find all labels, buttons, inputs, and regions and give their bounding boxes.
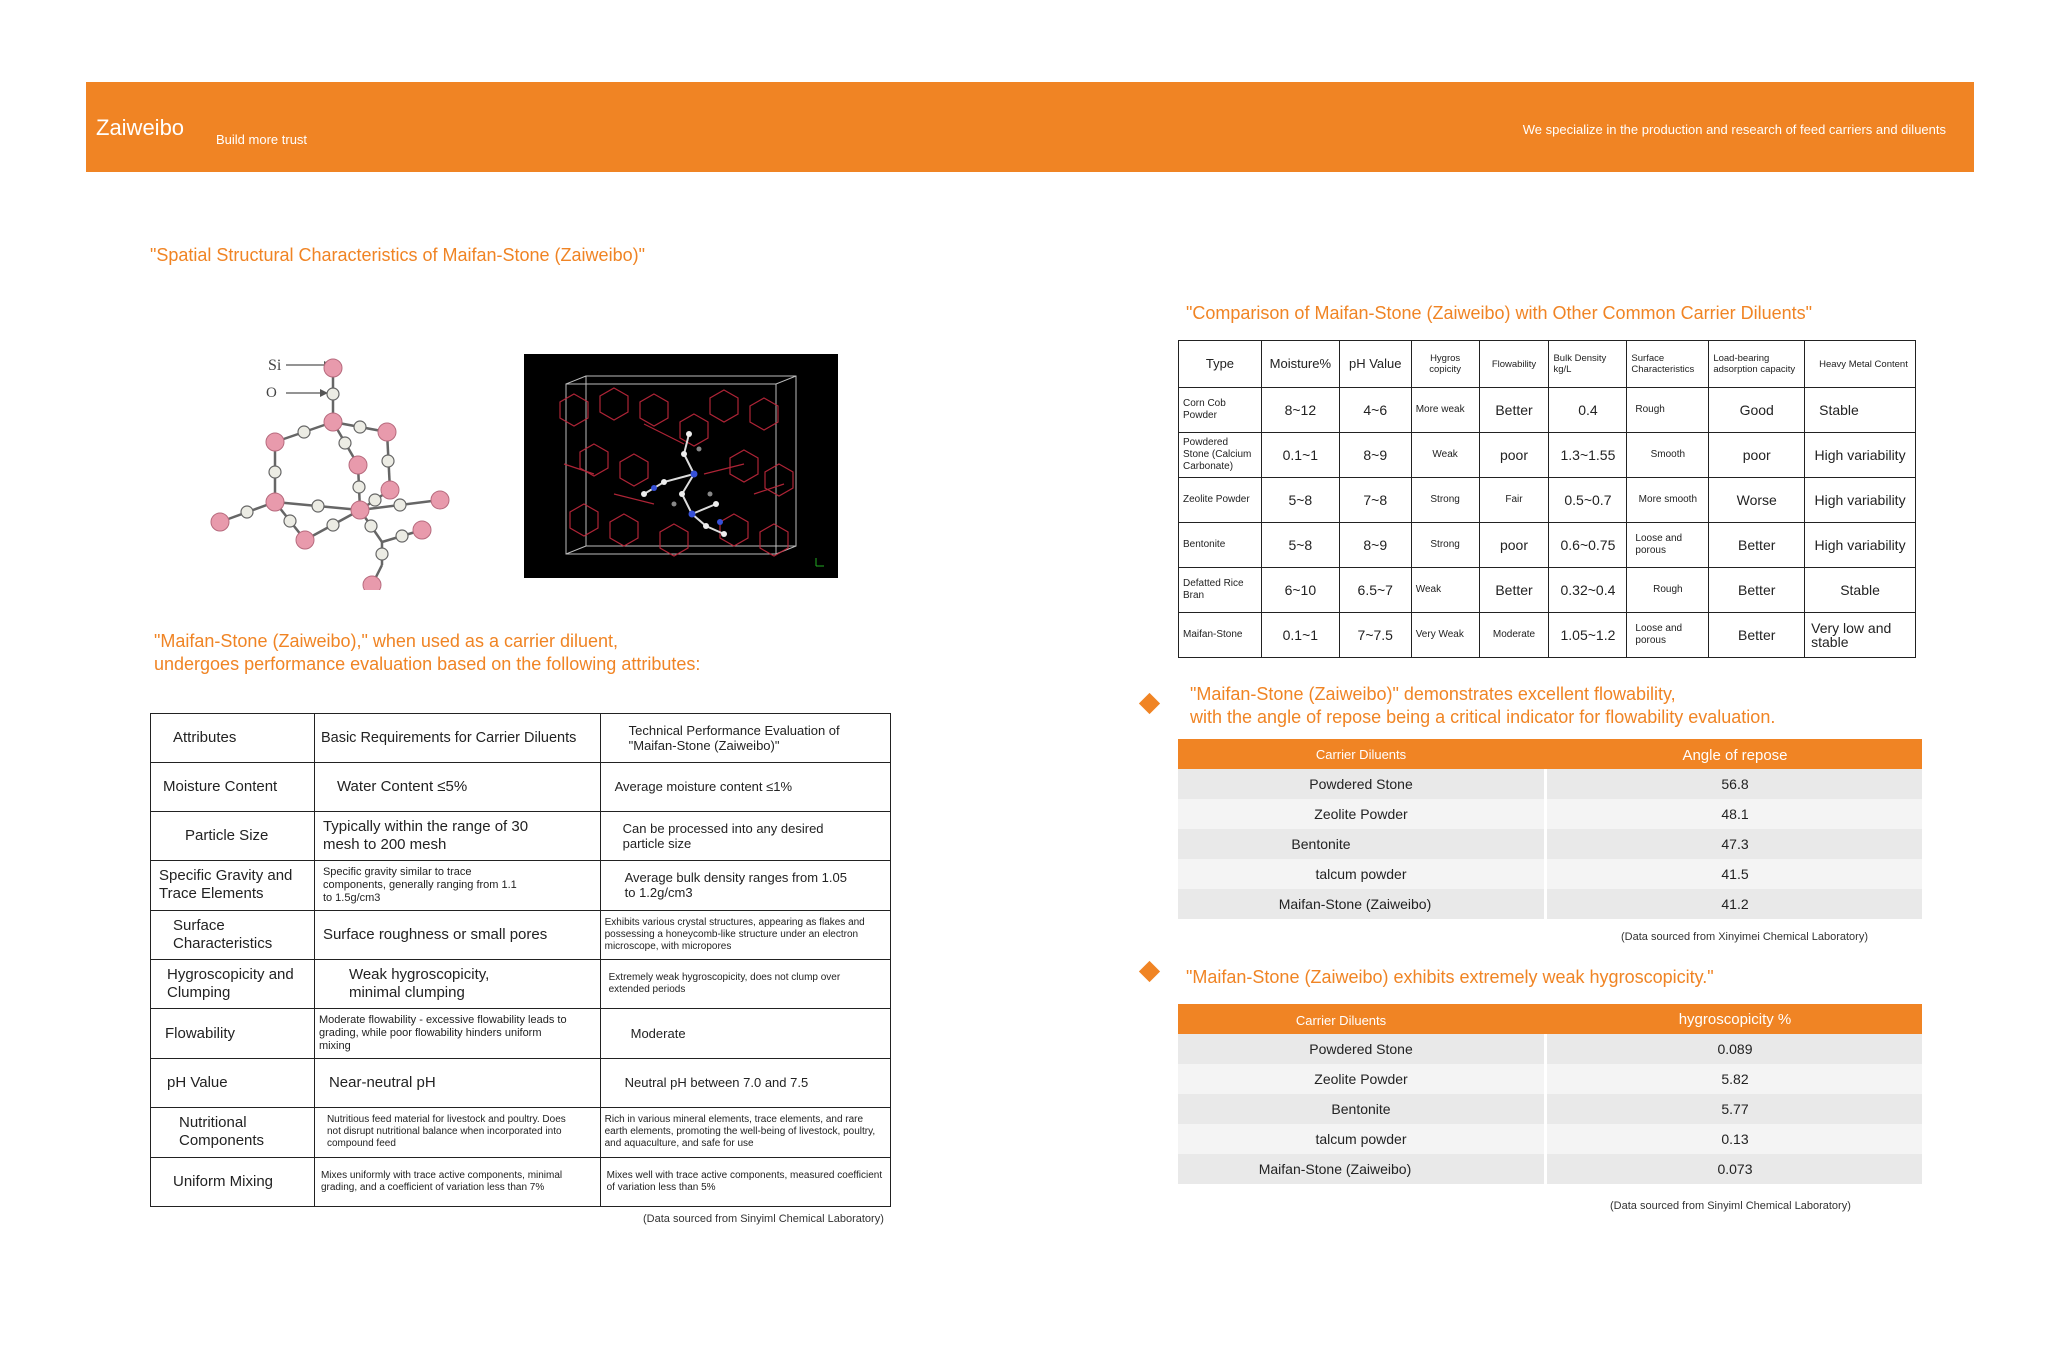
hygro-title: "Maifan-Stone (Zaiweibo) exhibits extremely weak hygroscopicity."	[1186, 967, 1714, 987]
comparison-cell: 5~8	[1261, 523, 1339, 568]
hygro-header-row	[1178, 1004, 1922, 1034]
attribute-requirement: Nutritious feed material for livestock and poultry. Does not disrupt nutritional balance when incorporated into compound feed	[314, 1108, 600, 1157]
comparison-cell: 1.3~1.55	[1549, 433, 1627, 478]
attribute-name: Uniform Mixing	[151, 1157, 315, 1206]
diluent-name: Powdered Stone	[1309, 1041, 1413, 1057]
bullet-diamond-icon	[1139, 961, 1160, 982]
table-row	[151, 1058, 891, 1107]
attributes-header-attr: Attributes	[151, 714, 315, 763]
bullet-diamond-icon	[1139, 693, 1160, 714]
table-row	[1179, 523, 1916, 568]
comparison-cell: High variability	[1805, 478, 1916, 523]
comparison-table	[1178, 340, 1916, 658]
repose-header-diluents: Carrier Diluents	[1315, 747, 1407, 762]
zeolite-molecular-model-image	[524, 354, 838, 578]
brand-name: Zaiweibo	[96, 115, 185, 140]
comparison-cell: Better	[1479, 568, 1549, 613]
comparison-header-cell: Load-bearing adsorption capacity	[1709, 341, 1805, 388]
comparison-cell: Loose and porous	[1627, 613, 1709, 658]
attribute-requirement: Surface roughness or small pores	[314, 910, 600, 959]
comparison-cell: poor	[1479, 433, 1549, 478]
comparison-cell: Maifan-Stone	[1179, 613, 1262, 658]
comparison-cell: High variability	[1805, 433, 1916, 478]
attribute-name: pH Value	[151, 1058, 315, 1107]
diluent-name: Powdered Stone	[1309, 776, 1413, 792]
comparison-header-cell: Bulk Density kg/L	[1549, 341, 1627, 388]
header-banner	[86, 82, 1974, 172]
hygro-value: 5.82	[1721, 1071, 1749, 1087]
hygro-header-value: hygroscopicity %	[1678, 1011, 1792, 1028]
comparison-cell: Stable	[1805, 388, 1916, 433]
attribute-evaluation: Exhibits various crystal structures, appearing as flakes and possessing a honeycomb-like structure under an electron microscope, with micropores	[600, 910, 890, 959]
comparison-cell: Weak	[1411, 568, 1479, 613]
table-row	[151, 1108, 891, 1157]
attribute-name: Surface Characteristics	[151, 910, 315, 959]
comparison-header-cell: Flowability	[1479, 341, 1549, 388]
comparison-cell: 7~8	[1339, 478, 1411, 523]
company-slogan: We specialize in the production and research of feed carriers and diluents	[1522, 122, 1946, 137]
attribute-name: Moisture Content	[151, 763, 315, 811]
repose-title-line2: with the angle of repose being a critical indicator for flowability evaluation.	[1190, 707, 1776, 727]
table-row	[1178, 859, 1922, 889]
attribute-evaluation: Average moisture content ≤1%	[600, 763, 890, 811]
comparison-cell: Strong	[1411, 523, 1479, 568]
diluent-name: Bentonite	[1291, 836, 1351, 852]
repose-value: 48.1	[1721, 806, 1749, 822]
diluent-name: Maifan-Stone (Zaiweibo)	[1258, 1161, 1412, 1177]
table-row	[151, 811, 891, 860]
comparison-cell: Fair	[1479, 478, 1549, 523]
repose-value: 41.2	[1721, 896, 1749, 912]
table-row	[151, 763, 891, 811]
comparison-header-cell: Heavy Metal Content	[1805, 341, 1916, 388]
diluent-name: talcum powder	[1315, 866, 1407, 882]
comparison-cell: Rough	[1627, 568, 1709, 613]
comparison-cell: More weak	[1411, 388, 1479, 433]
comparison-cell: 4~6	[1339, 388, 1411, 433]
silicate-structure-diagram	[200, 350, 470, 590]
attributes-header-row	[151, 714, 891, 763]
comparison-cell: Defatted Rice Bran	[1179, 568, 1262, 613]
comparison-cell: Bentonite	[1179, 523, 1262, 568]
comparison-cell: Powdered Stone (Calcium Carbonate)	[1179, 433, 1262, 478]
comparison-header-cell: Surface Characteristics	[1627, 341, 1709, 388]
comparison-cell: 6.5~7	[1339, 568, 1411, 613]
comparison-cell: 0.32~0.4	[1549, 568, 1627, 613]
table-row	[1178, 799, 1922, 829]
si-label: Si	[268, 357, 282, 374]
brand-tagline: Build more trust	[216, 132, 308, 147]
diluent-name: Zeolite Powder	[1314, 806, 1408, 822]
diluent-name: Bentonite	[1331, 1101, 1391, 1117]
attribute-name: Particle Size	[151, 811, 315, 860]
comparison-cell: Better	[1479, 388, 1549, 433]
table-row	[151, 861, 891, 910]
comparison-cell: Corn Cob Powder	[1179, 388, 1262, 433]
attribute-evaluation: Mixes well with trace active components, measured coefficient of variation less than 5%	[600, 1157, 890, 1206]
table-row	[151, 1009, 891, 1058]
comparison-header-cell: pH Value	[1339, 341, 1411, 388]
table-row	[1179, 388, 1916, 433]
comparison-cell: 0.1~1	[1261, 613, 1339, 658]
attribute-requirement: Typically within the range of 30 mesh to 200 mesh	[314, 811, 600, 860]
comparison-cell: 5~8	[1261, 478, 1339, 523]
comparison-cell: High variability	[1805, 523, 1916, 568]
comparison-cell: 0.1~1	[1261, 433, 1339, 478]
table-row	[1178, 769, 1922, 799]
attribute-evaluation: Neutral pH between 7.0 and 7.5	[600, 1058, 890, 1107]
comparison-cell: Weak	[1411, 433, 1479, 478]
table-row	[151, 1157, 891, 1206]
structure-title: "Spatial Structural Characteristics of Maifan-Stone (Zaiweibo)"	[150, 245, 645, 265]
attributes-table	[150, 713, 891, 1207]
repose-value: 56.8	[1721, 776, 1749, 792]
attribute-name: Flowability	[151, 1009, 315, 1058]
attributes-title-line1: "Maifan-Stone (Zaiweibo)," when used as a carrier diluent,	[154, 631, 619, 651]
diluent-name: Zeolite Powder	[1314, 1071, 1408, 1087]
table-row	[151, 910, 891, 959]
comparison-cell: Better	[1709, 613, 1805, 658]
table-row	[1178, 1094, 1922, 1124]
attribute-name: Hygroscopicity and Clumping	[151, 959, 315, 1008]
comparison-header-cell: Hygros copicity	[1411, 341, 1479, 388]
comparison-cell: poor	[1479, 523, 1549, 568]
comparison-cell: More smooth	[1627, 478, 1709, 523]
hygro-value: 0.073	[1717, 1161, 1753, 1177]
attributes-title	[154, 630, 700, 676]
table-row	[1178, 889, 1922, 919]
repose-header-row	[1178, 739, 1922, 769]
hygro-header-diluents: Carrier Diluents	[1295, 1013, 1387, 1028]
hygro-source-note: (Data sourced from Sinyiml Chemical Laboratory)	[1610, 1200, 1851, 1212]
table-row	[1179, 613, 1916, 658]
comparison-cell: 1.05~1.2	[1549, 613, 1627, 658]
table-row	[1178, 829, 1922, 859]
table-row	[1178, 1124, 1922, 1154]
comparison-cell: Strong	[1411, 478, 1479, 523]
attribute-name: Nutritional Components	[151, 1108, 315, 1157]
attributes-title-line2: undergoes performance evaluation based on the following attributes:	[154, 654, 701, 674]
diluent-name: Maifan-Stone (Zaiweibo)	[1278, 896, 1432, 912]
attribute-requirement: Water Content ≤5%	[314, 763, 600, 811]
comparison-cell: Better	[1709, 523, 1805, 568]
hygro-table	[1178, 1004, 1922, 1184]
comparison-cell: 6~10	[1261, 568, 1339, 613]
comparison-header-cell: Type	[1179, 341, 1262, 388]
comparison-cell: Moderate	[1479, 613, 1549, 658]
diluent-name: talcum powder	[1315, 1131, 1407, 1147]
comparison-cell: poor	[1709, 433, 1805, 478]
comparison-cell: 0.4	[1549, 388, 1627, 433]
comparison-cell: Good	[1709, 388, 1805, 433]
attribute-requirement: Near-neutral pH	[314, 1058, 600, 1107]
comparison-cell: Worse	[1709, 478, 1805, 523]
comparison-cell: 0.5~0.7	[1549, 478, 1627, 523]
table-row	[1179, 478, 1916, 523]
attribute-requirement: Mixes uniformly with trace active components, minimal grading, and a coefficient of variation less than 7%	[314, 1157, 600, 1206]
comparison-cell: Smooth	[1627, 433, 1709, 478]
comparison-cell: 7~7.5	[1339, 613, 1411, 658]
table-row	[1179, 433, 1916, 478]
comparison-cell: Better	[1709, 568, 1805, 613]
table-row	[1178, 1064, 1922, 1094]
hygro-value: 0.089	[1717, 1041, 1753, 1057]
attribute-requirement: Weak hygroscopicity, minimal clumping	[314, 959, 600, 1008]
attribute-evaluation: Can be processed into any desired particle size	[600, 811, 890, 860]
comparison-cell: Very Weak	[1411, 613, 1479, 658]
repose-table	[1178, 739, 1922, 919]
hygro-value: 5.77	[1721, 1101, 1749, 1117]
table-row	[1178, 1034, 1922, 1064]
comparison-cell: 0.6~0.75	[1549, 523, 1627, 568]
hygro-value: 0.13	[1721, 1131, 1749, 1147]
repose-value: 47.3	[1721, 836, 1749, 852]
comparison-cell: 8~9	[1339, 523, 1411, 568]
attribute-evaluation: Moderate	[600, 1009, 890, 1058]
attributes-source-note: (Data sourced from Sinyiml Chemical Laboratory)	[643, 1213, 884, 1225]
attribute-name: Specific Gravity and Trace Elements	[151, 861, 315, 910]
comparison-cell: Rough	[1627, 388, 1709, 433]
table-row	[1178, 1154, 1922, 1184]
attribute-evaluation: Average bulk density ranges from 1.05 to 1.2g/cm3	[600, 861, 890, 910]
comparison-title: "Comparison of Maifan-Stone (Zaiweibo) with Other Common Carrier Diluents"	[1186, 303, 1813, 323]
attributes-header-eval: Technical Performance Evaluation of "Maifan-Stone (Zaiweibo)"	[600, 714, 890, 763]
o-label: O	[266, 385, 277, 401]
attribute-requirement: Specific gravity similar to trace components, generally ranging from 1.1 to 1.5g/cm3	[314, 861, 600, 910]
repose-header-angle: Angle of repose	[1682, 747, 1788, 764]
comparison-cell: Very low and stable	[1805, 613, 1916, 658]
comparison-cell: 8~12	[1261, 388, 1339, 433]
hygro-rows	[1178, 1034, 1922, 1184]
table-row	[151, 959, 891, 1008]
comparison-header-cell: Moisture%	[1261, 341, 1339, 388]
repose-value: 41.5	[1721, 866, 1749, 882]
repose-rows	[1178, 769, 1922, 919]
attributes-header-req: Basic Requirements for Carrier Diluents	[314, 714, 600, 763]
repose-title	[1190, 683, 1775, 729]
attribute-evaluation: Rich in various mineral elements, trace elements, and rare earth elements, promoting the well-being of livestock, poultry, and aquaculture, and safe for use	[600, 1108, 890, 1157]
repose-source-note: (Data sourced from Xinyimei Chemical Laboratory)	[1621, 931, 1868, 943]
comparison-cell: Loose and porous	[1627, 523, 1709, 568]
comparison-cell: Stable	[1805, 568, 1916, 613]
comparison-header-row	[1179, 341, 1916, 388]
attribute-requirement: Moderate flowability - excessive flowability leads to grading, while poor flowability hinders uniform mixing	[314, 1009, 600, 1058]
comparison-cell: Zeolite Powder	[1179, 478, 1262, 523]
repose-title-line1: "Maifan-Stone (Zaiweibo)" demonstrates excellent flowability,	[1190, 684, 1676, 704]
attribute-evaluation: Extremely weak hygroscopicity, does not clump over extended periods	[600, 959, 890, 1008]
table-row	[1179, 568, 1916, 613]
comparison-cell: 8~9	[1339, 433, 1411, 478]
